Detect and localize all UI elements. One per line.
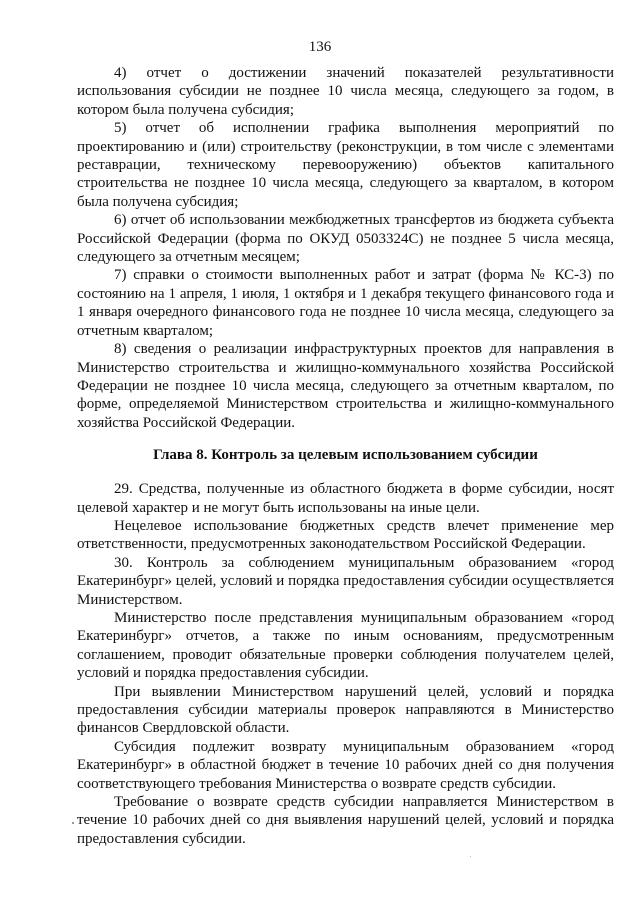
paragraph-refund: Субсидия подлежит возврату муниципальным образованием «город Екатеринбург» в областной бюджет в течение 10 рабочих дней со дня получения соответствующего требования Министерства о возврате средств субсидии. bbox=[77, 738, 614, 792]
paragraph-violations: При выявлении Министерством нарушений целей, условий и порядка предоставления субсидии материалы проверок направляются в Министерство финансов Свердловской области. bbox=[77, 683, 614, 737]
report-item-4: 4) отчет о достижении значений показателей результативности использования субсидии не позднее 10 числа месяца, следующего за годом, в котором была получена субсидия; bbox=[77, 65, 614, 118]
chapter-heading: Глава 8. Контроль за целевым использованием субсидии bbox=[153, 447, 538, 464]
paragraph-refund-demand: Требование о возврате средств субсидии направляется Министерством в течение 10 рабочих дней со дня выявления нарушений целей, условий и порядка предоставления субсидии. bbox=[77, 794, 614, 847]
document-body bbox=[77, 64, 614, 848]
paragraph-inspections: Министерство после представления муниципальным образованием «город Екатеринбург» отчетов, а также по иным основаниям, предусмотренным соглашением, проводит обязательные проверки соблюдения получателем целей, условий и порядка предоставления субсидии. bbox=[77, 609, 614, 682]
report-item-5: 5) отчет об исполнении графика выполнения мероприятий по проектированию и (или) строительству (реконструкции, в том числе с элементами реставрации, техническому перевооружению) объектов капитального строительства не позднее 10 числа месяца, следующего за кварталом, в котором была получена субсидия; bbox=[77, 120, 614, 210]
scan-artifact bbox=[72, 822, 74, 824]
report-item-7: 7) справки о стоимости выполненных работ и затрат (форма № КС-3) по состоянию на 1 апреля, 1 июля, 1 октября и 1 декабря текущего финансового года и 1 января очередного финансового года не позднее 10 числа месяца, следующего за отчетным кварталом; bbox=[77, 267, 614, 339]
scan-artifact bbox=[470, 856, 471, 857]
report-item-8: 8) сведения о реализации инфраструктурных проектов для направления в Министерство строительства и жилищно-коммунального хозяйства Российской Федерации не позднее 10 числа месяца, следующего за отчетным кварталом, по форме, определяемой Министерством строительства и жилищно-коммунального хозяйства Российской Федерации. bbox=[77, 341, 614, 431]
paragraph-misuse: Нецелевое использование бюджетных средств влечет применение мер ответственности, предусмотренных законодательством Российской Федерации. bbox=[77, 517, 614, 553]
paragraph-30: 30. Контроль за соблюдением муниципальным образованием «город Екатеринбург» целей, условий и порядка предоставления субсидии осуществляется Министерством. bbox=[77, 554, 614, 608]
page-number: 136 bbox=[308, 39, 332, 55]
report-item-6: 6) отчет об использовании межбюджетных трансфертов из бюджета субъекта Российской Федерации (форма по ОКУД 0503324С) не позднее 5 числа месяца, следующего за отчетным месяцем; bbox=[77, 212, 614, 266]
paragraph-29: 29. Средства, полученные из областного бюджета в форме субсидии, носят целевой характер и не могут быть использованы на иные цели. bbox=[77, 481, 614, 516]
